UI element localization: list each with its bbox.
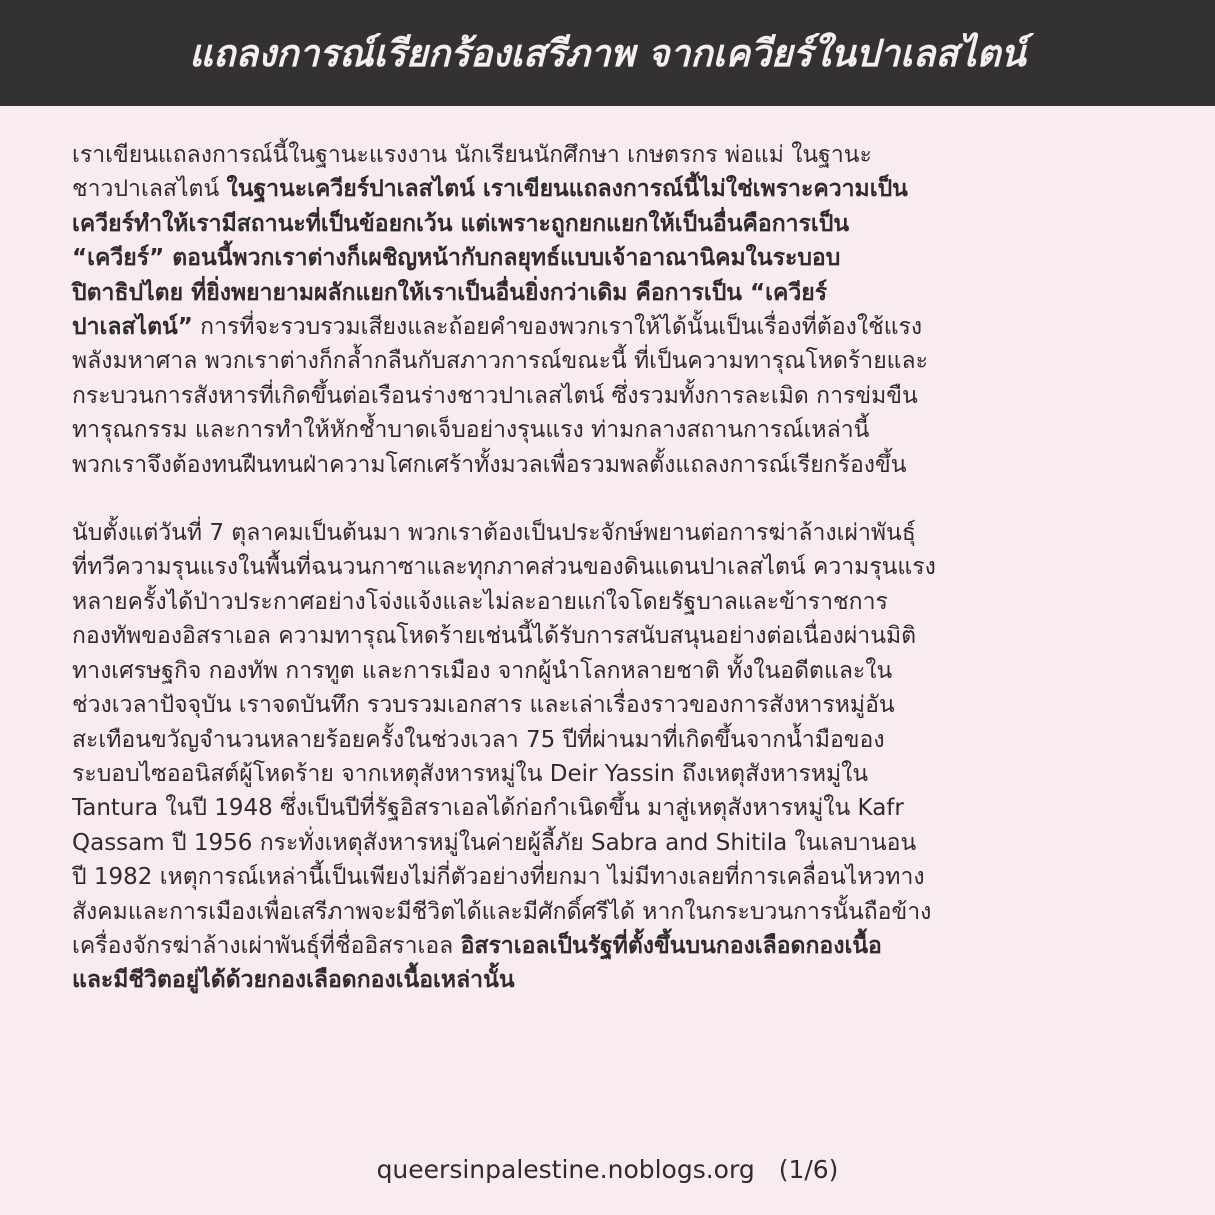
text-segment: ที่ทวีความรุนแรงในพื้นที่ฉนวนกาซาและทุกภาคส่วนของดินแดนปาเลสไตน์ ความรุนแรง bbox=[72, 554, 936, 581]
text-segment: ช่วงเวลาปัจจุบัน เราจดบันทึก รวบรวมเอกสาร และเล่าเรื่องราวของการสังหารหมู่อัน bbox=[72, 692, 895, 719]
text-segment: เราเขียนแถลงการณ์นี้ในฐานะแรงงาน นักเรียนนักศึกษา เกษตรกร พ่อแม่ ในฐานะ bbox=[72, 142, 872, 168]
text-segment: Tantura ในปี 1948 ซึ่งเป็นปีที่รัฐอิสราเอลได้ก่อกำเนิดขึ้น มาสู่เหตุสังหารหมู่ใน Kafr bbox=[72, 795, 904, 822]
text-segment: ทารุณกรรม และการทำให้หักช้ำบาดเจ็บอย่างรุนแรง ท่ามกลางสถานการณ์เหล่านี้ bbox=[72, 417, 870, 444]
bold-text-segment: ปิตาธิปไตย ที่ยิ่งพยายามผลักแยกให้เราเป็นอื่นยิ่งกว่าเดิม คือการเป็น “เควียร์ bbox=[72, 279, 828, 306]
page-indicator: (1/6) bbox=[778, 1155, 839, 1184]
text-segment: กระบวนการสังหารที่เกิดขึ้นต่อเรือนร่างชาวปาเลสไตน์ ซึ่งรวมทั้งการละเมิด การข่มขืน bbox=[72, 382, 918, 409]
text-line bbox=[72, 310, 1147, 344]
text-segment: ทางเศรษฐกิจ กองทัพ การทูต และการเมือง จากผู้นำโลกหลายชาติ ทั้งในอดีตและใน bbox=[72, 657, 893, 684]
text-segment: พวกเราจึงต้องทนฝืนทนฝ่าความโศกเศร้าทั้งมวลเพื่อรวมพลตั้งแถลงการณ์เรียกร้องขึ้น bbox=[72, 451, 907, 478]
text-segment: พลังมหาศาล พวกเราต่างก็กล้ำกลืนกับสภาวการณ์ขณะนี้ ที่เป็นความทารุณโหดร้ายและ bbox=[72, 348, 928, 375]
text-line bbox=[72, 448, 1147, 482]
bold-text-segment: “เควียร์” ตอนนี้พวกเราต่างก็เผชิญหน้ากับกลยุทธ์แบบเจ้าอาณานิคมในระบอบ bbox=[72, 245, 841, 272]
text-line bbox=[72, 344, 1147, 378]
text-line bbox=[72, 138, 1147, 172]
text-segment: ชาวปาเลสไตน์ bbox=[72, 176, 227, 203]
text-line bbox=[72, 757, 1147, 791]
text-segment: กองทัพของอิสราเอล ความทารุณโหดร้ายเช่นนี้ได้รับการสนับสนุนอย่างต่อเนื่องผ่านมิติ bbox=[72, 623, 917, 650]
text-line bbox=[72, 929, 1147, 963]
text-segment: สังคมและการเมืองเพื่อเสรีภาพจะมีชีวิตได้และมีศักดิ์ศรีได้ หากในกระบวนการนั้นถือข้าง bbox=[72, 898, 932, 925]
text-line bbox=[72, 619, 1147, 653]
header-bar bbox=[0, 0, 1215, 106]
text-line bbox=[72, 550, 1147, 584]
footer-url: queersinpalestine.noblogs.org bbox=[376, 1155, 755, 1184]
page-title: แถลงการณ์เรียกร้องเสรีภาพ จากเควียร์ในปาเลสไตน์ bbox=[189, 31, 1026, 75]
statement-body bbox=[72, 138, 1147, 998]
text-line bbox=[72, 172, 1147, 206]
text-line bbox=[72, 379, 1147, 413]
text-line bbox=[72, 688, 1147, 722]
paragraph-1 bbox=[72, 138, 1147, 482]
text-segment: เครื่องจักรฆ่าล้างเผ่าพันธุ์ที่ชื่ออิสราเอล bbox=[72, 932, 461, 959]
text-line bbox=[72, 963, 1147, 997]
text-line bbox=[72, 860, 1147, 894]
text-line bbox=[72, 516, 1147, 550]
text-line bbox=[72, 207, 1147, 241]
text-segment: นับตั้งแต่วันที่ 7 ตุลาคมเป็นต้นมา พวกเราต้องเป็นประจักษ์พยานต่อการฆ่าล้างเผ่าพันธุ์ bbox=[72, 520, 916, 547]
bold-text-segment: เควียร์ทำให้เรามีสถานะที่เป็นข้อยกเว้น แต่เพราะถูกยกแยกให้เป็นอื่นคือการเป็น bbox=[72, 210, 850, 237]
bold-text-segment: และมีชีวิตอยู่ได้ด้วยกองเลือดกองเนื้อเหล่านั้น bbox=[72, 967, 515, 994]
text-line bbox=[72, 895, 1147, 929]
text-line bbox=[72, 791, 1147, 825]
text-segment: สะเทือนขวัญจำนวนหลายร้อยครั้งในช่วงเวลา 75 ปีที่ผ่านมาที่เกิดขึ้นจากน้ำมือของ bbox=[72, 726, 885, 753]
bold-text-segment: ในฐานะเควียร์ปาเลสไตน์ เราเขียนแถลงการณ์นี้ไม่ใช่เพราะความเป็น bbox=[226, 176, 908, 203]
text-line bbox=[72, 241, 1147, 275]
text-line bbox=[72, 413, 1147, 447]
text-segment: ปี 1982 เหตุการณ์เหล่านี้เป็นเพียงไม่กี่ตัวอย่างที่ยกมา ไม่มีทางเลยที่การเคลื่อนไหวทาง bbox=[72, 864, 925, 891]
text-line bbox=[72, 723, 1147, 757]
text-segment: หลายครั้งได้ป่าวประกาศอย่างโจ่งแจ้งและไม่ละอายแก่ใจโดยรัฐบาลและข้าราชการ bbox=[72, 588, 888, 615]
paragraph-2 bbox=[72, 516, 1147, 998]
text-line bbox=[72, 585, 1147, 619]
text-segment: การที่จะรวบรวมเสียงและถ้อยคำของพวกเราให้ได้นั้นเป็นเรื่องที่ต้องใช้แรง bbox=[192, 314, 923, 341]
bold-text-segment: ปาเลสไตน์” bbox=[72, 314, 193, 341]
bold-text-segment: อิสราเอลเป็นรัฐที่ตั้งขึ้นบนกองเลือดกองเนื้อ bbox=[460, 932, 882, 959]
text-line bbox=[72, 654, 1147, 688]
footer bbox=[0, 1155, 1215, 1184]
text-segment: ระบอบไซออนิสต์ผู้โหดร้าย จากเหตุสังหารหมู่ใน Deir Yassin ถึงเหตุสังหารหมู่ใน bbox=[72, 760, 869, 787]
text-segment: Qassam ปี 1956 กระทั่งเหตุสังหารหมู่ในค่ายผู้ลี้ภัย Sabra and Shitila ในเลบานอน bbox=[72, 829, 917, 856]
text-line bbox=[72, 826, 1147, 860]
text-line bbox=[72, 276, 1147, 310]
